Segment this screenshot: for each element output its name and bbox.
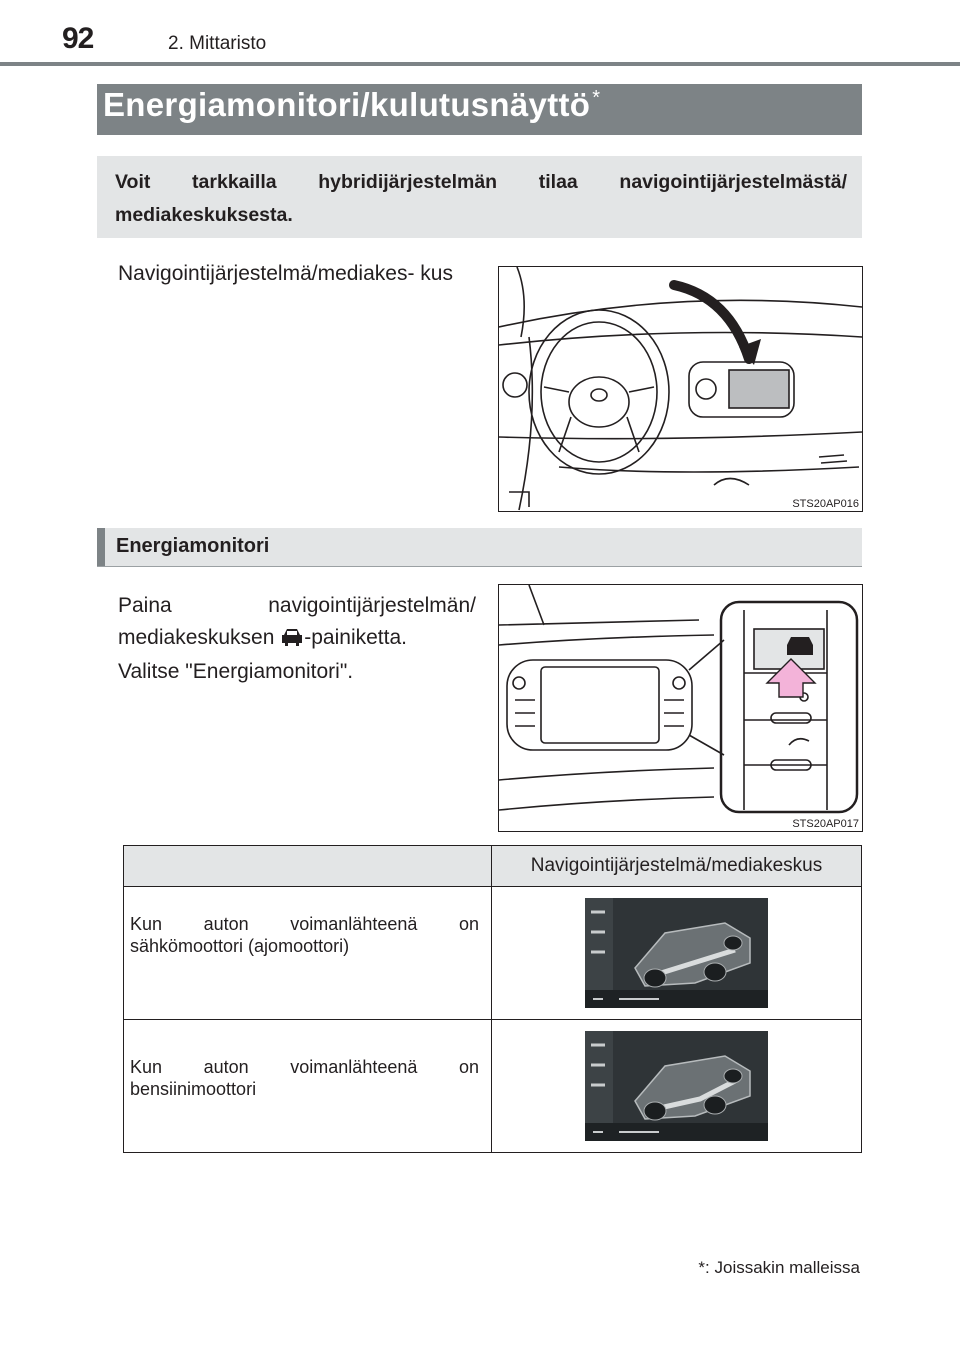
- footnote-mark: *: [698, 1258, 706, 1277]
- page-title: [103, 86, 600, 124]
- section-divider: [97, 566, 862, 567]
- dashboard-figure: [498, 266, 863, 512]
- footnote-text: : Joissakin malleissa: [705, 1258, 860, 1277]
- table-header-navi: Navigointijärjestelmä/mediakeskus: [492, 846, 862, 887]
- header-divider: [0, 62, 960, 66]
- section-title: Energiamonitori: [116, 535, 270, 557]
- screen-cell: [492, 1020, 862, 1153]
- step1-text-after: -painiketta.: [304, 626, 407, 649]
- step-press-button: [118, 590, 476, 654]
- chapter-title: 2. Mittaristo: [168, 33, 267, 54]
- step1-text-before: Paina navigointijärjestelmän/ mediakeskuksen: [118, 594, 476, 649]
- page-title-text: Energiamonitori/kulutusnäyttö: [103, 86, 591, 123]
- table-row: [124, 1020, 862, 1153]
- intro-text: Voit tarkkailla hybridijärjestelmän tilaa navigointijärjestelmästä/ mediakeskuksesta.: [115, 171, 847, 226]
- section-accent: [97, 528, 105, 566]
- figure-code: STS20AP016: [792, 498, 859, 510]
- page-number: 92: [62, 22, 94, 55]
- footnote: [620, 1258, 860, 1278]
- table-header-row: [124, 846, 862, 887]
- navi-caption: Navigointijärjestelmä/mediakes- kus: [118, 262, 453, 285]
- figure-code: STS20AP017: [792, 818, 859, 830]
- energy-screen-electric: [585, 898, 768, 1008]
- energy-screen-petrol: [585, 1031, 768, 1141]
- dashboard-illustration: [499, 267, 862, 511]
- screen-cell: [492, 887, 862, 1020]
- table-row: [124, 887, 862, 1020]
- row-label-petrol: Kun auton voimanlähteenä on bensiinimoottori: [124, 1020, 492, 1153]
- row-label-electric: Kun auton voimanlähteenä on sähkömoottori (ajomoottori): [124, 887, 492, 1020]
- asterisk-mark: *: [592, 87, 601, 109]
- headunit-figure: [498, 584, 863, 832]
- headunit-illustration: [499, 585, 862, 831]
- table-header-empty: [124, 846, 492, 887]
- energy-monitor-table: [123, 845, 862, 1153]
- car-icon: [280, 627, 304, 647]
- step-select-energy-monitor: Valitse "Energiamonitori".: [118, 660, 354, 683]
